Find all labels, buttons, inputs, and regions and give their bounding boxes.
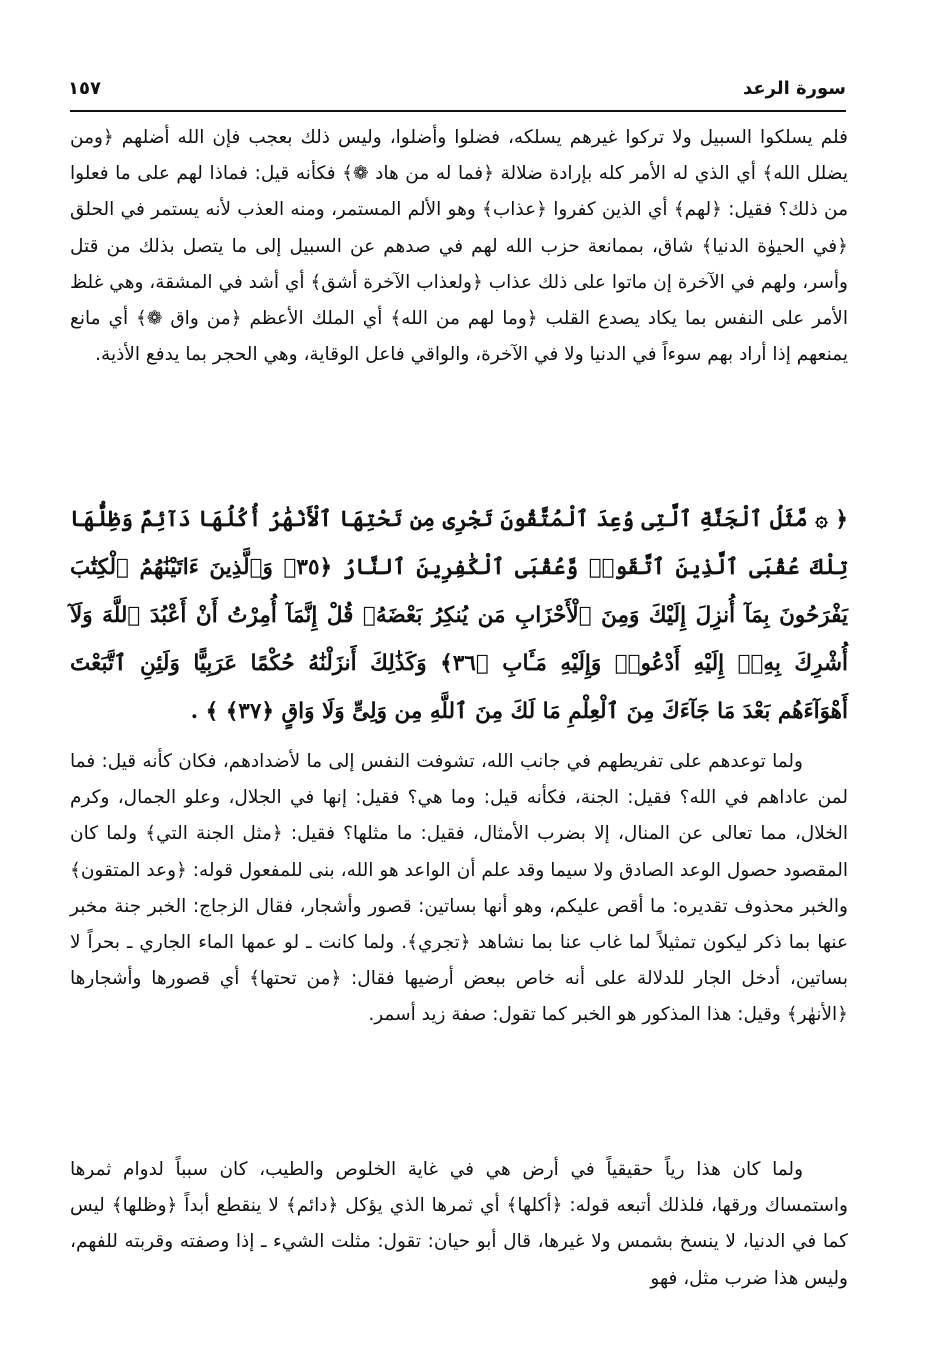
paragraph-text: ولما كان هذا رياً حقيقياً في أرض هي في غاية الخلوص والطيب، كان سبباً لدوام ثمرها واستمساك ورقها، فلذلك أتبعه قوله: ﴿أكلها﴾ أي ثمرها الذي يؤكل ﴿دائم﴾ لا ينقطع أبداً ﴿وظلها﴾ ليس كما في الدنيا، لا ينسخ بشمس ولا غيرها، قال أبو حيان: تقول: مثلت الشيء ـ إذا وصفته وقربته للفهم، وليس هذا ضرب مثل، فهو — [70, 1159, 848, 1289]
commentary-paragraph-3 — [70, 1152, 848, 1297]
page-header — [68, 78, 846, 108]
header-divider — [70, 110, 846, 112]
verse-text: ﴿ ۞ مَّثَلُ ٱلْجَنَّةِ ٱلَّتِى وُعِدَ ٱلْمُتَّقُونَ تَجْرِى مِن تَحْتِهَا ٱلْأَنْهَٰرُ أُكُلُهَا دَآئِمٌ وَظِلُّهَا تِلْكَ عُقْبَى ٱلَّذِينَ ٱتَّقَوا۟ وَّعُقْبَى ٱلْكَٰفِرِينَ ٱلنَّارُ ﴿٣٥﴾ وَٱلَّذِينَ ءَاتَيْنَٰهُمُ ٱلْكِتَٰبَ يَفْرَحُونَ بِمَآ أُنزِلَ إِلَيْكَ وَمِنَ ٱلْأَحْزَابِ مَن يُنكِرُ بَعْضَهُۥ قُلْ إِنَّمَآ أُمِرْتُ أَنْ أَعْبُدَ ٱللَّهَ وَلَآ أُشْرِكَ بِهِۦٓ إِلَيْهِ أَدْعُوا۟ وَإِلَيْهِ مَـَٔابِ ﴿٣٦﴾ وَكَذَٰلِكَ أَنزَلْنَٰهُ حُكْمًا عَرَبِيًّا وَلَئِنِ ٱتَّبَعْتَ أَهْوَآءَهُم بَعْدَ مَا جَآءَكَ مِنَ ٱلْعِلْمِ مَا لَكَ مِنَ ٱللَّهِ مِن وَلِىٍّ وَلَا وَاقٍ ﴿٣٧﴾ ﴾ . — [70, 507, 848, 724]
paragraph-text: فلم يسلكوا السبيل ولا تركوا غيرهم يسلكه، فضلوا وأضلوا، وليس ذلك بعجب فإن الله أضلهم ﴿ومن يضلل الله﴾ أي الذي له الأمر كله بإرادة ضلالة ﴿فما له من هاد ❁﴾ فكأنه قيل: فماذا لهم على ما فعلوا من ذلك؟ فقيل: ﴿لهم﴾ أي الذين كفروا ﴿عذاب﴾ وهو الألم المستمر، ومنه العذب لأنه يستمر في الحلق ﴿في الحيوٰة الدنيا﴾ شاق، بممانعة حزب الله لهم في صدهم عن السبيل إلى ما يتصل بذلك من قتل وأسر، ولهم في الآخرة إن ماتوا على ذلك عذاب ﴿ولعذاب الآخرة أشق﴾ أي أشد في المشقة، وهي غلظ الأمر على النفس بما يكاد يصدع القلب ﴿وما لهم من الله﴾ أي الملك الأعظم ﴿من واق ❁﴾ أي مانع يمنعهم إذا أراد بهم سوءاً في الدنيا ولا في الآخرة، والواقي فاعل الوقاية، وهي الحجر بما يدفع الأذية. — [70, 127, 848, 366]
quran-verse-block — [70, 496, 848, 736]
commentary-paragraph-2 — [70, 744, 848, 1034]
paragraph-text: ولما توعدهم على تفريطهم في جانب الله، تشوفت النفس إلى ما لأضدادهم، فكان كأنه قيل: فما لمن عاداهم في الله؟ فقيل: الجنة، فكأنه قيل: وما هي؟ فقيل: إنها في الجلال، وعلو الجمال، وكرم الخلال، مما تعالى عن المنال، إلا بضرب الأمثال، فقيل: ما مثلها؟ فقيل: ﴿مثل الجنة التي﴾ ولما كان المقصود حصول الوعد الصادق ولا سيما وقد علم أن الواعد هو الله، بنى للمفعول قوله: ﴿وعد المتقون﴾ والخبر محذوف تقديره: ما أقص عليكم، وهو أنها بساتين: قصور وأشجار، فقال الزجاج: الخبر جنة مخبر عنها بما ذكر ليكون تمثيلاً لما غاب عنا بما نشاهد ﴿تجري﴾. ولما كانت ـ لو عمها الماء الجاري ـ بحراً لا بساتين، أدخل الجار للدلالة على أنه خاص ببعض أرضيها فقال: ﴿من تحتها﴾ أي قصورها وأشجارها ﴿الأنهٰر﴾ وقيل: هذا المذكور هو الخبر كما تقول: صفة زيد أسمر. — [70, 751, 848, 1026]
commentary-paragraph-1 — [70, 120, 848, 373]
page-number: ١٥٧ — [68, 78, 101, 99]
surah-title: سورة الرعد — [742, 78, 846, 99]
